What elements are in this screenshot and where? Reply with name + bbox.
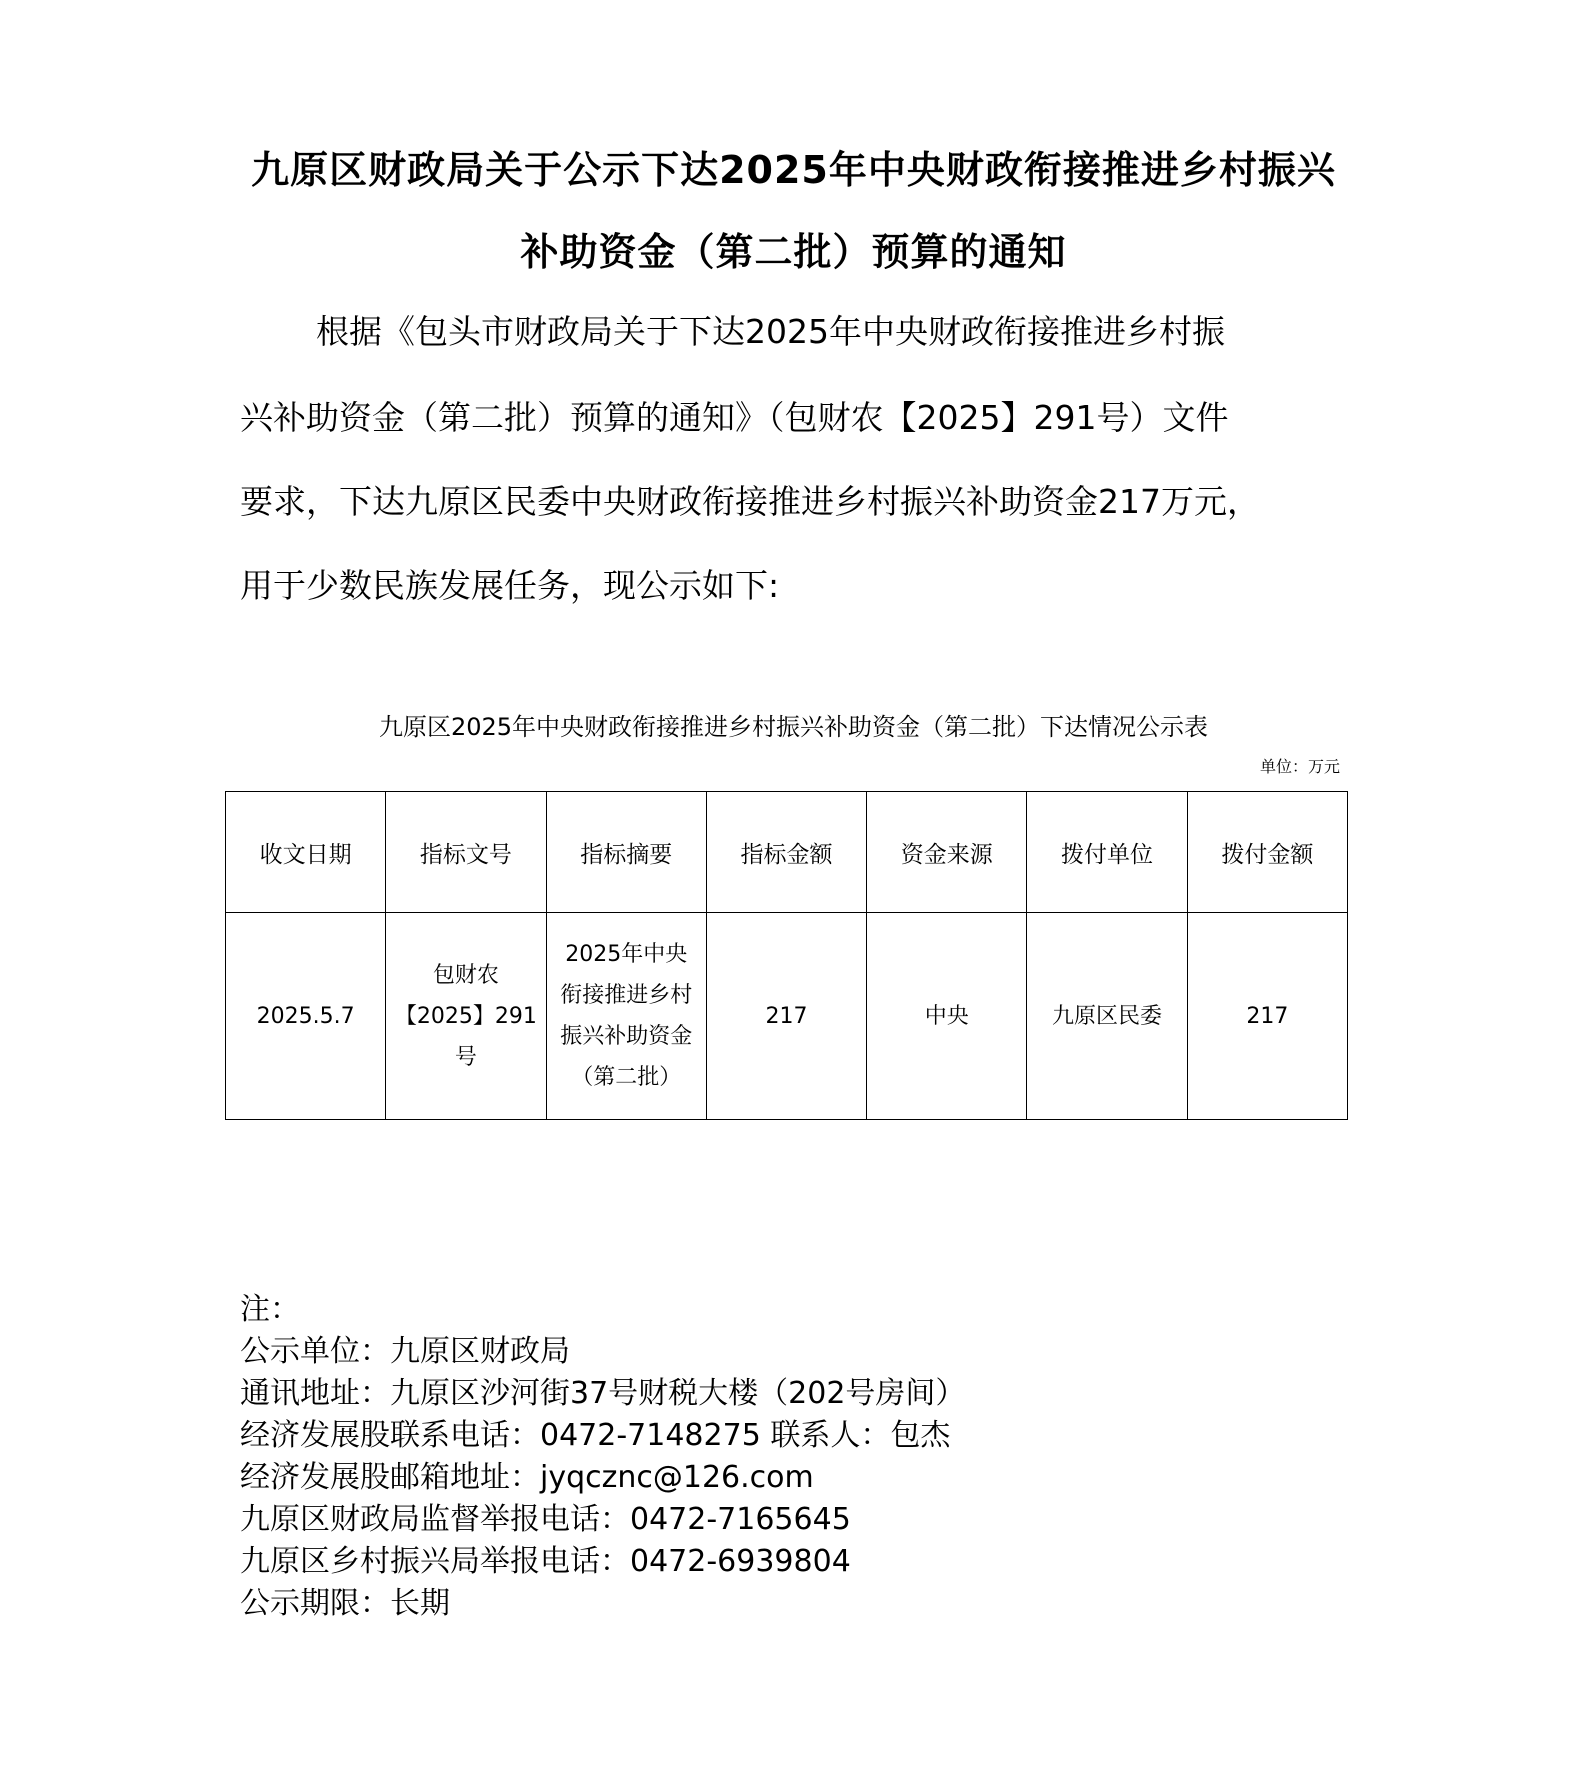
allocation-table <box>225 791 1348 1120</box>
notes-label: 注： <box>240 1292 300 1327</box>
header-fund-source: 资金来源 <box>867 792 1027 913</box>
cell-doc-number: 包财农【2025】291号 <box>386 913 546 1120</box>
header-paid-amount: 拨付金额 <box>1187 792 1347 913</box>
note-finance-report-phone: 九原区财政局监督举报电话：0472-7165645 <box>240 1502 851 1537</box>
note-publisher: 公示单位：九原区财政局 <box>240 1334 570 1369</box>
cell-amount: 217 <box>706 913 866 1120</box>
cell-fund-source: 中央 <box>867 913 1027 1120</box>
cell-paying-unit: 九原区民委 <box>1027 913 1187 1120</box>
note-email: 经济发展股邮箱地址：jyqcznc@126.com <box>240 1460 814 1495</box>
cell-summary: 2025年中央衔接推进乡村振兴补助资金（第二批） <box>546 913 706 1120</box>
header-summary: 指标摘要 <box>546 792 706 913</box>
note-rural-report-phone: 九原区乡村振兴局举报电话：0472-6939804 <box>240 1544 851 1579</box>
cell-paid-amount: 217 <box>1187 913 1347 1120</box>
table-row <box>226 913 1348 1120</box>
body-text-line-2: 兴补助资金（第二批）预算的通知》（包财农【2025】291号）文件 <box>240 398 1229 437</box>
cell-receipt-date: 2025.5.7 <box>226 913 386 1120</box>
body-text-line-3: 要求，下达九原区民委中央财政衔接推进乡村振兴补助资金217万元， <box>240 482 1260 521</box>
table-header-row <box>226 792 1348 913</box>
body-text-line-1: 根据《包头市财政局关于下达2025年中央财政衔接推进乡村振 <box>316 312 1225 351</box>
note-contact-phone: 经济发展股联系电话：0472-7148275 联系人：包杰 <box>240 1418 951 1453</box>
header-doc-number: 指标文号 <box>386 792 546 913</box>
table-unit-label: 单位：万元 <box>1259 757 1340 776</box>
header-receipt-date: 收文日期 <box>226 792 386 913</box>
header-amount: 指标金额 <box>706 792 866 913</box>
note-period: 公示期限：长期 <box>240 1586 450 1621</box>
header-paying-unit: 拨付单位 <box>1027 792 1187 913</box>
notice-title-line-1: 九原区财政局关于公示下达2025年中央财政衔接推进乡村振兴 <box>251 148 1336 192</box>
note-address: 通讯地址：九原区沙河街37号财税大楼（202号房间） <box>240 1376 966 1411</box>
body-text-line-4: 用于少数民族发展任务，现公示如下: <box>240 566 780 605</box>
table-title: 九原区2025年中央财政衔接推进乡村振兴补助资金（第二批）下达情况公示表 <box>378 713 1209 741</box>
notice-title-line-2: 补助资金（第二批）预算的通知 <box>520 230 1067 274</box>
